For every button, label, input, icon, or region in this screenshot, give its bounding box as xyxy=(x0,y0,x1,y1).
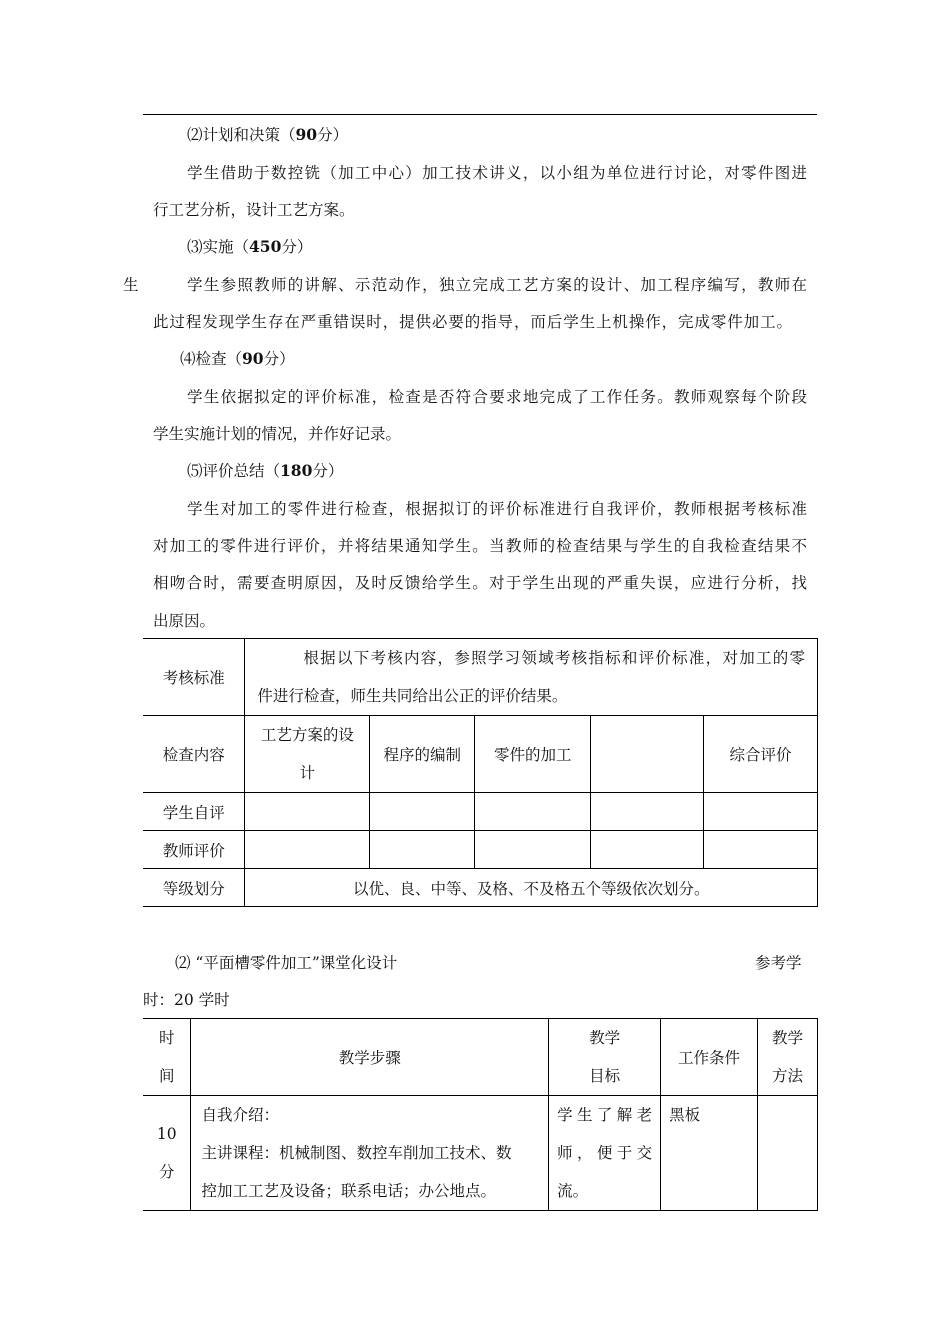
paragraph-line: 出原因。 xyxy=(153,612,216,630)
cell-line: 自我介绍： xyxy=(201,1106,279,1124)
blank-cell xyxy=(370,831,475,869)
cell-line: 分 xyxy=(158,1163,175,1181)
header-steps: 教学步骤 xyxy=(191,1019,549,1096)
standard-text-line: 根据以下考核内容，参照学习领域考核指标和评价标准，对加工的零 xyxy=(303,649,805,667)
self-eval-label: 学生自评 xyxy=(143,793,245,831)
paragraph-line: 学生依据拟定的评价标准，检查是否符合要求地完成了工作任务。教师观察每个阶段 xyxy=(187,388,807,406)
cell-line: 黑板 xyxy=(669,1106,701,1124)
header-line: 计 xyxy=(299,764,316,782)
header-time xyxy=(143,1019,191,1096)
header-line: 时 xyxy=(158,1029,175,1047)
assessment-table xyxy=(143,638,818,907)
row-goal xyxy=(549,1096,661,1211)
section-heading-check: ⑷检查（90分） xyxy=(180,349,295,368)
standard-label-cell: 考核标准 xyxy=(143,639,245,716)
section-heading-evaluation: ⑸评价总结（180分） xyxy=(187,461,344,480)
header-line: 教学 xyxy=(771,1029,803,1047)
section-heading-implement: ⑶实施（450分） xyxy=(187,237,313,256)
col-process-plan xyxy=(245,716,370,793)
blank-cell xyxy=(704,831,818,869)
paragraph-line: 行工艺分析，设计工艺方案。 xyxy=(153,201,355,219)
row-conditions xyxy=(661,1096,758,1211)
paragraph-line: 学生实施计划的情况，并作好记录。 xyxy=(153,425,402,443)
blank-cell xyxy=(370,793,475,831)
header-line: 教学 xyxy=(589,1029,621,1047)
content-label-cell: 检查内容 xyxy=(143,716,245,793)
header-method xyxy=(758,1019,818,1096)
paragraph-line: 学生对加工的零件进行检查，根据拟订的评价标准进行自我评价，教师根据考核标准 xyxy=(187,500,807,518)
paragraph-line: 对加工的零件进行评价，并将结果通知学生。当教师的检查结果与学生的自我检查结果不 xyxy=(153,537,807,555)
header-rule xyxy=(143,114,817,115)
paragraph-line: 学生参照教师的讲解、示范动作，独立完成工艺方案的设计、加工程序编写，教师在 xyxy=(187,276,807,294)
design-title: ⑵ “平面槽零件加工”课堂化设计 xyxy=(175,954,398,972)
cell-line: 主讲课程：机械制图、数控车削加工技术、数 xyxy=(201,1144,512,1162)
design-ref-hours: 参考学 xyxy=(755,954,802,972)
cell-line: 流。 xyxy=(557,1182,589,1200)
grade-label: 等级划分 xyxy=(143,869,245,907)
cell-line: 10 xyxy=(156,1125,177,1143)
blank-cell xyxy=(704,793,818,831)
standard-text-cell xyxy=(245,639,818,716)
cell-line: 师，便于交 xyxy=(557,1144,653,1162)
blank-cell xyxy=(245,831,370,869)
cell-line: 控加工工艺及设备；联系电话；办公地点。 xyxy=(201,1182,496,1200)
header-line: 目标 xyxy=(589,1067,621,1085)
stray-character: 生 xyxy=(123,276,139,294)
header-line: 工艺方案的设 xyxy=(260,726,354,744)
header-line: 间 xyxy=(158,1067,175,1085)
paragraph-line: 学生借助于数控铣（加工中心）加工技术讲义，以小组为单位进行讨论，对零件图进 xyxy=(187,164,807,182)
col-overall: 综合评价 xyxy=(704,716,818,793)
header-line: 方法 xyxy=(771,1067,803,1085)
blank-cell xyxy=(591,831,704,869)
row-time xyxy=(143,1096,191,1211)
teacher-eval-label: 教师评价 xyxy=(143,831,245,869)
col-programming: 程序的编制 xyxy=(370,716,475,793)
col-empty xyxy=(591,716,704,793)
design-ref-hours-cont: 时：20 学时 xyxy=(143,991,230,1009)
blank-cell xyxy=(591,793,704,831)
lesson-table xyxy=(143,1018,818,1211)
cell-line: 学生了解老 xyxy=(557,1106,653,1124)
header-conditions: 工作条件 xyxy=(661,1019,758,1096)
grade-text: 以优、良、中等、及格、不及格五个等级依次划分。 xyxy=(245,869,818,907)
section-heading-plan: ⑵计划和决策（90分） xyxy=(187,125,349,144)
col-machining: 零件的加工 xyxy=(475,716,591,793)
paragraph-line: 相吻合时，需要查明原因，及时反馈给学生。对于学生出现的严重失误，应进行分析，找 xyxy=(153,574,807,592)
row-method xyxy=(758,1096,818,1211)
row-steps xyxy=(191,1096,549,1211)
blank-cell xyxy=(245,793,370,831)
header-goal xyxy=(549,1019,661,1096)
standard-text-line: 件进行检查，师生共同给出公正的评价结果。 xyxy=(257,687,568,705)
table-row xyxy=(143,1096,818,1211)
blank-cell xyxy=(475,793,591,831)
paragraph-line: 此过程发现学生存在严重错误时，提供必要的指导，而后学生上机操作，完成零件加工。 xyxy=(153,313,792,331)
blank-cell xyxy=(475,831,591,869)
